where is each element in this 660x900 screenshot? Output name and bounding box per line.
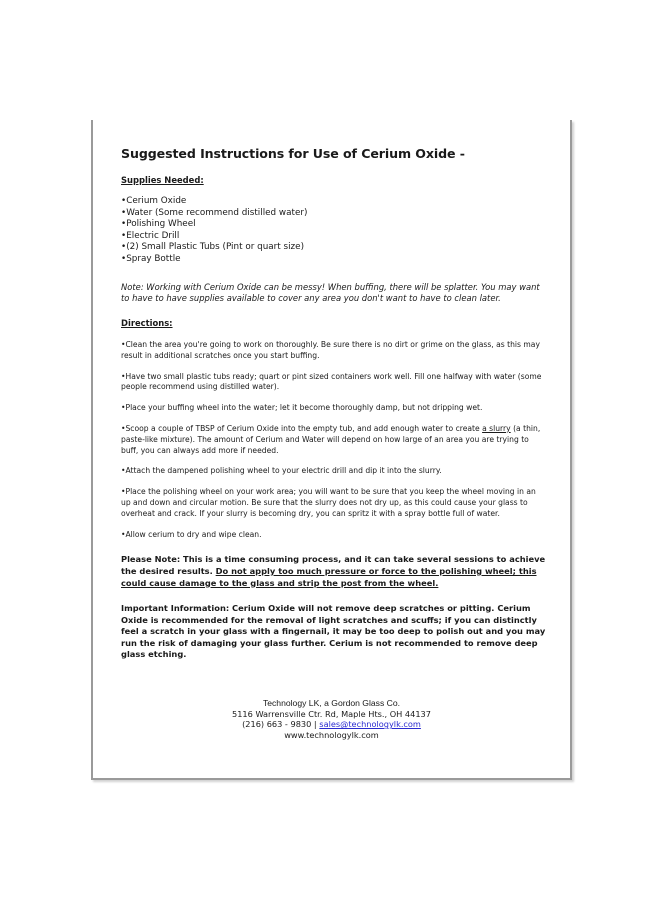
please-note-lead: Please Note: This is a time consuming process, and it can take several sessions to achieve the desired results. <box>121 554 546 576</box>
document-content <box>121 146 546 669</box>
directions-heading <box>121 318 546 328</box>
supplies-list <box>121 196 546 266</box>
list-item: • Water (Some recommend distilled water) <box>121 208 546 220</box>
direction-item-polish: • Place the polishing wheel on your work area; you will want to be sure that you keep the wheel moving in an up and down and circular motion. Be sure that the slurry does not dry up, as this could cause your glass to overheat and crack. If your slurry is becoming dry, you can spritz it with a spray bottle full of water. <box>121 487 546 519</box>
company-name: Technology LK, a Gordon Glass Co. <box>262 698 401 708</box>
list-item: • Electric Drill <box>121 231 546 243</box>
directions-heading-text: Directions: <box>121 317 173 328</box>
direction-item-soak-wheel: • Place your buffing wheel into the water; let it become thoroughly damp, but not dripping wet. <box>121 403 546 414</box>
scoop-text-after: (a thin, paste-like mixture). The amount of Cerium and Water will depend on how large of an area you are trying to buff, you can always add more if needed. <box>121 423 541 455</box>
footer <box>93 698 570 740</box>
scoop-text-before: Scoop a couple of TBSP of Cerium Oxide into the empty tub, and add enough water to create <box>125 423 483 433</box>
list-item: • Cerium Oxide <box>121 196 546 208</box>
please-note-warning: Do not apply too much pressure or force to the polishing wheel; this could cause damage to the glass and strip the post from the wheel. <box>121 565 537 588</box>
company-address: 5116 Warrensville Ctr. Rd, Maple Hts., OH 44137 <box>232 708 431 719</box>
list-item: • Spray Bottle <box>121 254 546 266</box>
page-title: Suggested Instructions for Use of Cerium Oxide - <box>121 146 465 161</box>
list-item: • (2) Small Plastic Tubs (Pint or quart size) <box>121 242 546 254</box>
direction-item-tubs: • Have two small plastic tubs ready; quart or pint sized containers work well. Fill one halfway with water (some people recommend using distilled water). <box>121 372 546 394</box>
contact-line <box>93 719 570 730</box>
supplies-heading <box>121 175 546 185</box>
supplies-heading-text: Supplies Needed: <box>121 175 204 185</box>
messy-note: Note: Working with Cerium Oxide can be messy! When buffing, there will be splatter. You may want to have to have supplies available to cover any area you don't want to have to clean later. <box>121 281 540 303</box>
email-link[interactable]: sales@technologylk.com <box>319 719 421 730</box>
direction-item-attach: • Attach the dampened polishing wheel to your electric drill and dip it into the slurry. <box>121 466 546 477</box>
website-url[interactable]: www.technologylk.com <box>284 729 379 740</box>
please-note <box>121 554 546 589</box>
slurry-link[interactable]: a slurry <box>482 423 511 433</box>
important-information: Important Information: Cerium Oxide will not remove deep scratches or pitting. Cerium Oxide is recommended for the removal of light scratches and scuffs; if you can distinctly feel a scratch in your glass with a fingernail, it may be too deep to polish out and you may run the risk of damaging your glass further. Cerium is not recommended to remove deep glass etching. <box>121 603 546 660</box>
list-item: • Polishing Wheel <box>121 219 546 231</box>
direction-item-dry: • Allow cerium to dry and wipe clean. <box>121 530 546 541</box>
document-page <box>91 120 572 780</box>
direction-item-scoop <box>121 424 546 456</box>
phone-number: (216) 663 - 9830 | <box>242 719 320 730</box>
direction-item-clean: • Clean the area you're going to work on thoroughly. Be sure there is no dirt or grime on the glass, as this may result in additional scratches once you start buffing. <box>121 340 546 362</box>
